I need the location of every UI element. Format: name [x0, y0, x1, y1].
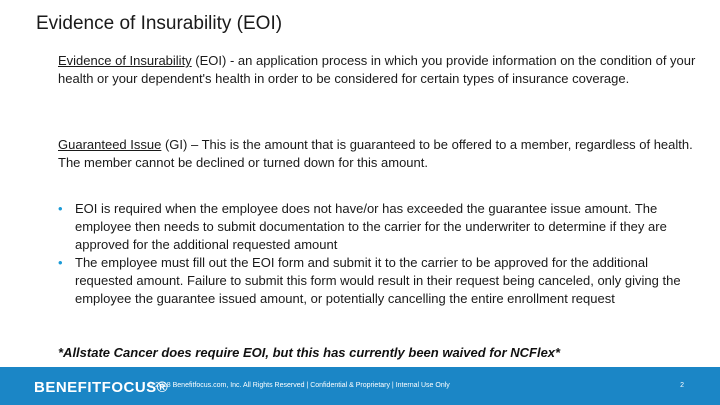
- definition-text: (GI) – This is the amount that is guaranteed to be offered to a member, regardless of health. The member cannot be declined or turned down for this amount.: [58, 137, 693, 170]
- bullet-text: EOI is required when the employee does not have/or has exceeded the guarantee issue amount. The employee then needs to submit documentation to the carrier for the underwriter to determine if they are approved for the additional requested amount: [75, 201, 667, 252]
- definition-term: Guaranteed Issue: [58, 137, 162, 152]
- bullet-item: [58, 200, 698, 254]
- page-number: 2: [680, 382, 684, 389]
- bullet-icon: •: [58, 201, 63, 216]
- bullet-icon: •: [58, 255, 63, 270]
- copyright-text: © 2018 Benefitfocus.com, Inc. All Rights Reserved | Confidential & Proprietary | Internal Use Only: [148, 382, 450, 389]
- slide-title: Evidence of Insurability (EOI): [36, 13, 283, 34]
- benefitfocus-logo: BENEFITFOCUS®: [34, 379, 169, 396]
- bullet-list: [58, 200, 698, 308]
- eoi-note: *Allstate Cancer does require EOI, but this has currently been waived for NCFlex*: [58, 345, 561, 360]
- bullet-item: [58, 254, 698, 308]
- definition-text: (EOI) - an application process in which you provide information on the condition of your health or your dependent's health in order to be considered for certain types of insurance coverage.: [58, 53, 696, 86]
- definition-guaranteed-issue: [58, 136, 703, 172]
- definition-term: Evidence of Insurability: [58, 53, 192, 68]
- bullet-text: The employee must fill out the EOI form and submit it to the carrier to be approved for the additional requested amount. Failure to submit this form would result in their request being canceled, only giving the employee the guarantee issued amount, or potentially cancelling the entire enrollment request: [75, 255, 681, 306]
- footer-bar: [0, 367, 720, 405]
- definition-eoi: [58, 52, 703, 88]
